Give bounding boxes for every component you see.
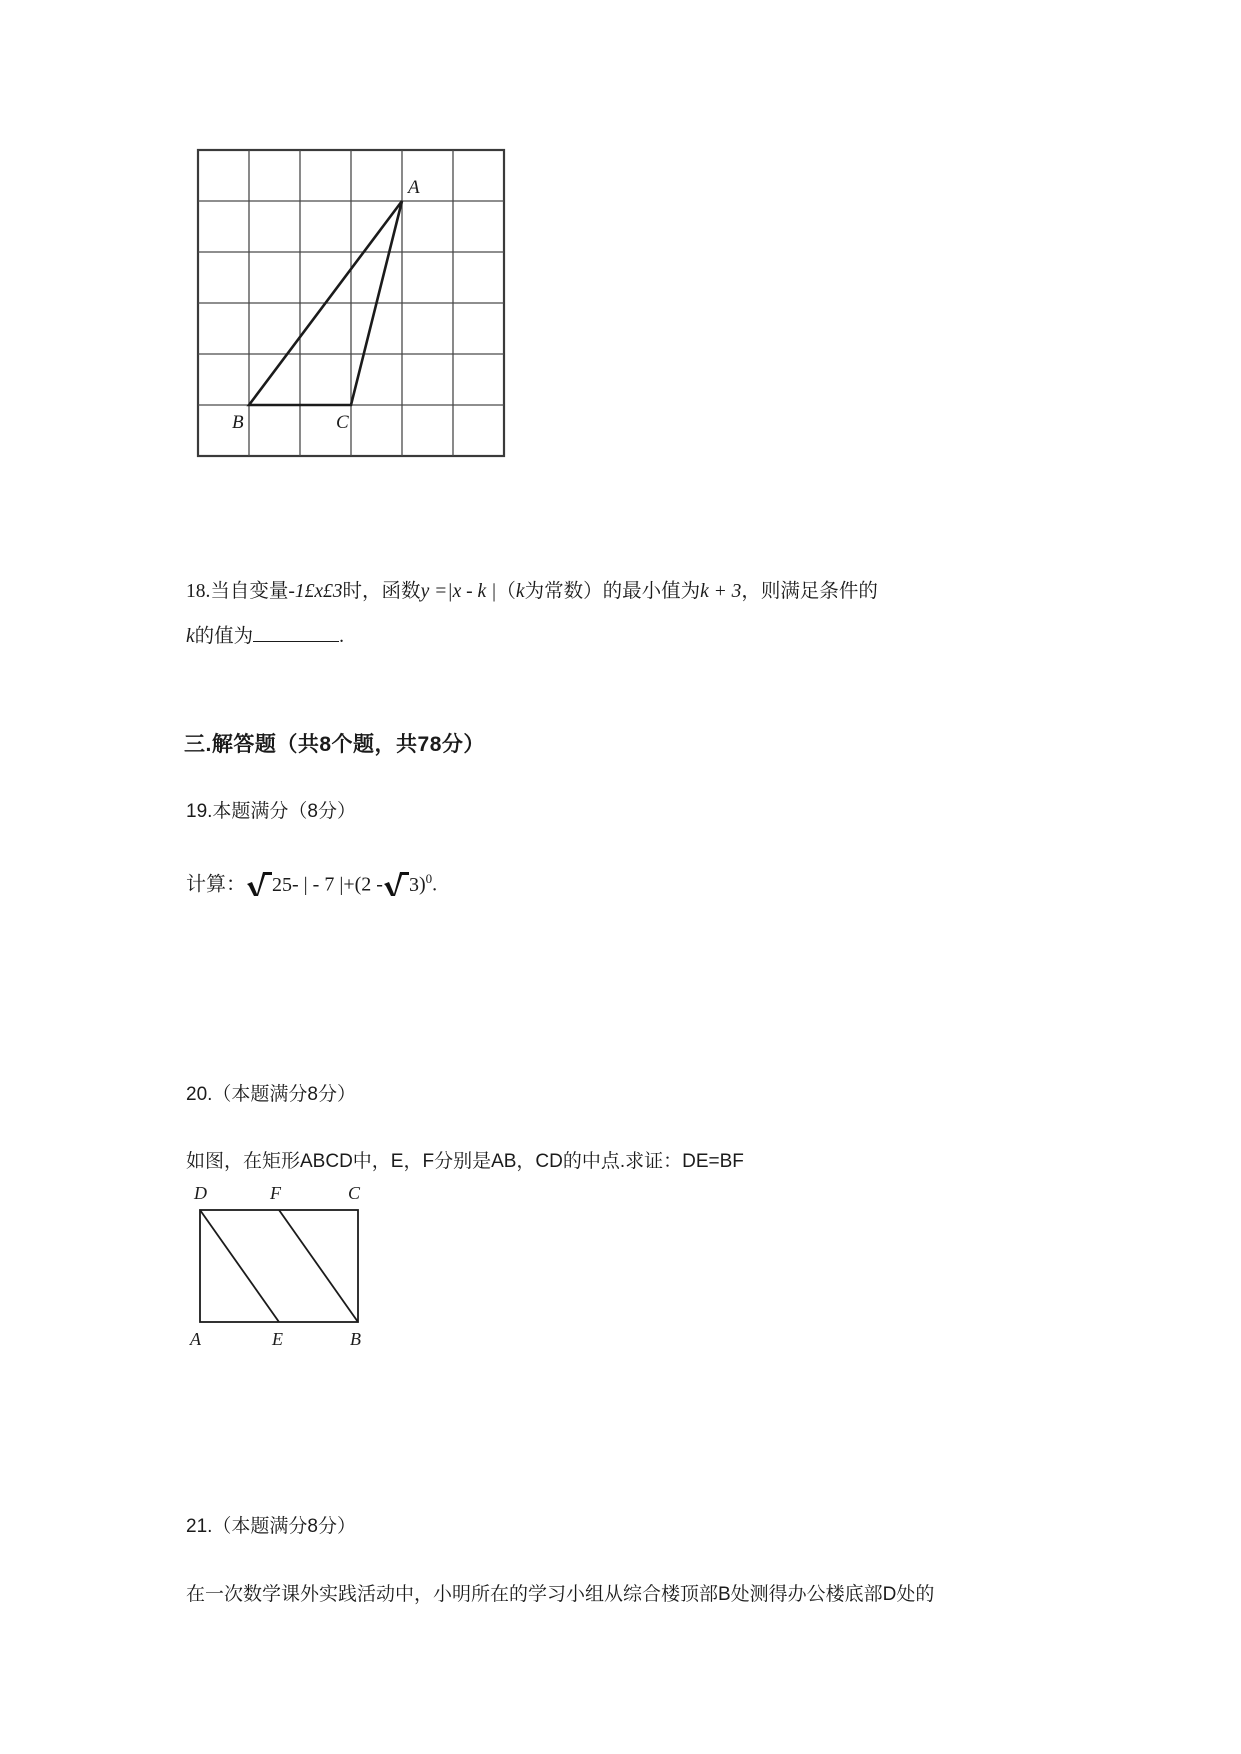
rectangle-abcd-figure (180, 1185, 410, 1360)
figure-label-C: C (336, 412, 349, 433)
q18-period: . (339, 626, 345, 647)
figure2-label-C: C (348, 1185, 361, 1203)
sqrt-3-radicand: 3 (408, 873, 419, 896)
q19-abs-term: - | - 7 | (292, 873, 344, 896)
q19-exponent: 0 (425, 871, 433, 886)
figure2-label-D: D (194, 1185, 207, 1203)
q18-number: 18. (186, 581, 211, 602)
sqrt-25-radicand: 25 (272, 873, 292, 896)
question-18-line-1 (186, 575, 878, 609)
section-heading: 三.解答题（共8个题，共78分） (184, 733, 485, 756)
sqrt-3 (383, 868, 419, 902)
q18-k-1: k (515, 581, 525, 602)
figure2-label-A: A (190, 1329, 201, 1349)
q18-math-3: k + 3 (700, 581, 742, 602)
q18-paren-rest: 为常数）的最小值为 (524, 581, 701, 602)
question-21-body: 在一次数学课外实践活动中，小明所在的学习小组从综合楼顶部B处测得办公楼底部D处的 (186, 1584, 935, 1605)
figure-label-B: B (232, 412, 244, 433)
q18-paren-open: （ (496, 581, 516, 602)
question-20-body: 如图，在矩形ABCD中，E，F分别是AB，CD的中点.求证：DE=BF (186, 1151, 744, 1172)
figure-label-A: A (408, 177, 420, 198)
question-18-line-2 (186, 620, 344, 654)
q18-text-mid: 时，函数 (342, 581, 421, 602)
q18-k-2: k (186, 626, 195, 647)
sqrt-25 (246, 868, 292, 902)
figure2-label-F: F (270, 1185, 281, 1203)
q18-math-2: y =|x - k | (420, 581, 497, 602)
question-19-expression (186, 862, 437, 902)
q18-text-pre: 当自变量 (210, 581, 289, 602)
q19-close-paren: ) (418, 873, 426, 896)
question-19-number: 19.本题满分（8分） (186, 801, 356, 822)
q18-text-2: 的值为 (194, 626, 254, 647)
q18-tail: ，则满足条件的 (741, 581, 878, 602)
figure2-label-B: B (350, 1329, 361, 1349)
figure2-label-E: E (272, 1329, 283, 1349)
q18-math-1: -1£x£3 (288, 581, 343, 602)
q19-plus-term: +(2 - (343, 873, 383, 896)
q19-period: . (432, 873, 438, 896)
q19-calc-label: 计算： (186, 873, 246, 896)
question-20-number: 20.（本题满分8分） (186, 1084, 356, 1105)
answer-blank[interactable] (253, 627, 339, 642)
grid-triangle-figure (196, 148, 526, 478)
question-21-number: 21.（本题满分8分） (186, 1516, 356, 1537)
